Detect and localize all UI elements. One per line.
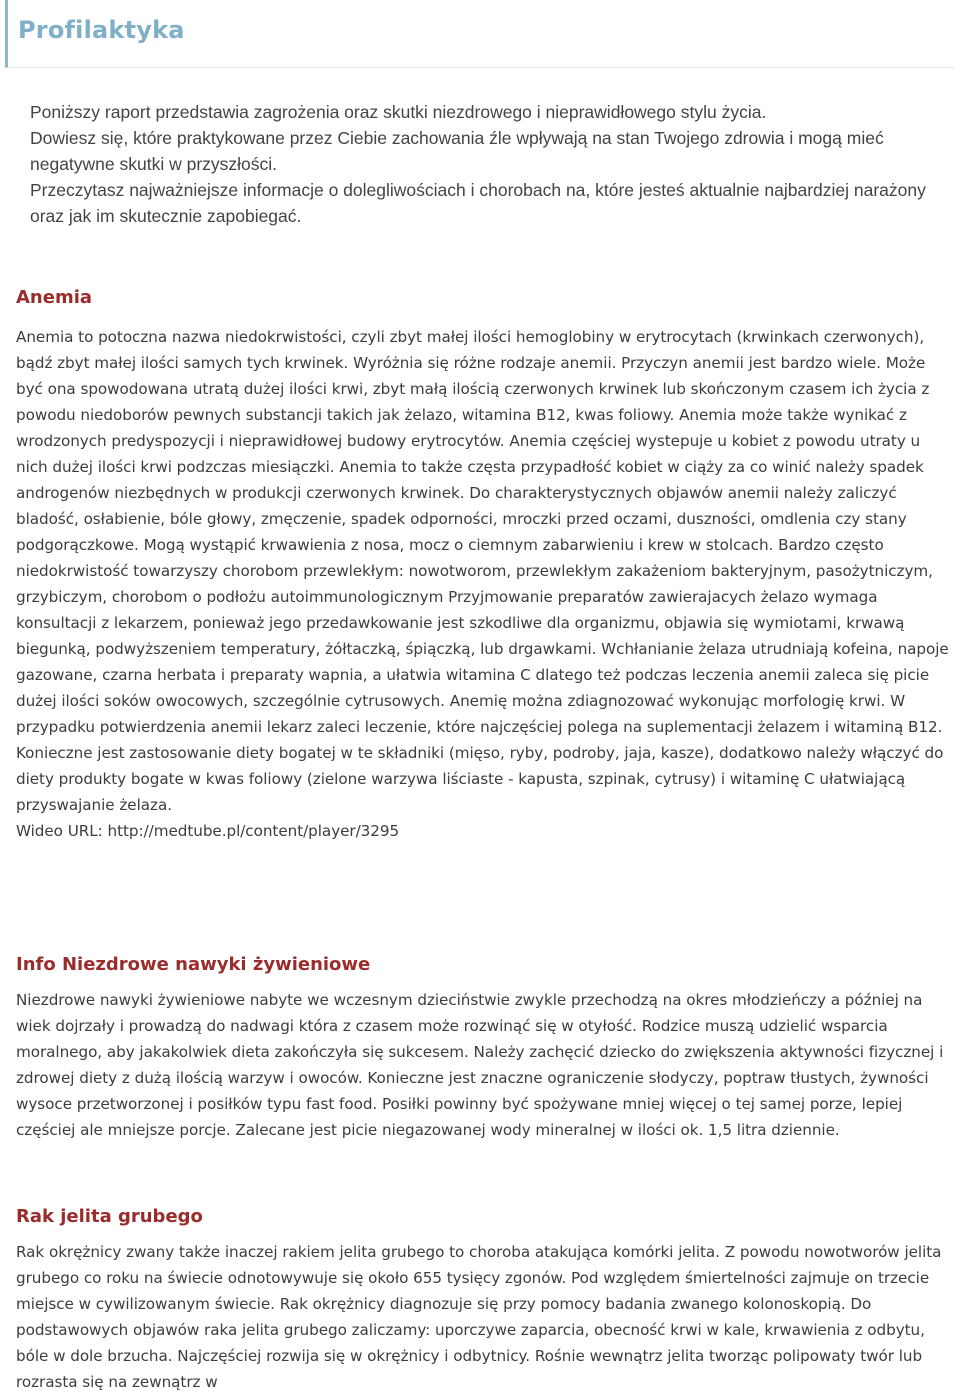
intro-line: Poniższy raport przedstawia zagrożenia oraz skutki niezdrowego i nieprawidłowego stylu życia.: [30, 102, 767, 122]
intro-line: Dowiesz się, które praktykowane przez Ciebie zachowania źle wpływają na stan Twojego zdrowia i mogą mieć negatywne skutki w przyszłości.: [30, 128, 884, 174]
section-text: Anemia to potoczna nazwa niedokrwistości, czyli zbyt małej ilości hemoglobiny w erytrocytach (krwinkach czerwonych), bądź zbyt małej ilości samych tych krwinek. Wyróżnia się różne rodzaje anemii. Przyczyn anemii jest bardzo wiele. Może być ona spowodowana utratą dużej ilości krwi, zbyt małą ilością czerwonych krwinek lub skończonym czasem ich życia z powodu niedoborów pewnych substancji takich jak żelazo, witamina B12, kwas foliowy. Anemia może także wynikać z wrodzonych predyspozycji i nieprawidłowej budowy erytrocytów. Anemia częściej wystepuje u kobiet z powodu utraty u nich dużej ilości krwi podzczas miesiączki. Anemia to także częsta przypadłość kobiet w ciąży za co winić należy spadek androgenów niezbędnych w produkcji czerwonych krwinek. Do charakterystycznych objawów anemii należy zaliczyć bladość, osłabienie, bóle głowy, zmęczenie, spadek odporności, mroczki przed oczami, duszności, omdlenia czy stany podgorączkowe. Mogą wystąpić krwawienia z nosa, mocz o ciemnym zabarwieniu i krew w stolcach. Bardzo często niedokrwistość towarzyszy chorobom przewlekłym: nowotworom, przewlekłym zakażeniom bakteryjnym, pasożytniczym, grzybiczym, chorobom o podłożu autoimmunologicznym Przyjmowanie preparatów zawierajacych żelazo wymaga konsultacji z lekarzem, ponieważ jego przedawkowanie jest szkodliwe dla organizmu, objawia się wymiotami, krwawą biegunką, podwyższeniem temperatury, żółtaczką, śpiączką, lub drgawkami. Wchłanianie żelaza utrudniają kofeina, napoje gazowane, czarna herbata i preparaty wapnia, a ułatwia witamina C dlatego też podczas leczenia anemii zaleca się picie dużej ilości soków owocowych, szczególnie cytrusowych. Anemię można zdiagnozować wykonując morfologię krwi. W przypadku potwierdzenia anemii lekarz zaleci leczenie, które najczęściej polega na suplementacji żelazem i witaminą B12. Konieczne jest zastosowanie diety bogatej w te składniki (mięso, ryby, podroby, jaja, kasze), dodatkowo należy włączyć do diety produkty bogate w kwas foliowy (zielone warzywa liściaste - kapusta, szpinak, cytrusy) i witaminę C ułatwiającą przyswajanie żelaza.: [16, 328, 949, 814]
section-text: Niezdrowe nawyki żywieniowe nabyte we wczesnym dzieciństwie zwykle przechodzą na okres młodzieńczy a później na wiek dojrzały i prowadzą do nadwagi która z czasem może rozwinąć się w otyłość. Rodzice muszą udzielić wsparcia moralnego, aby jakakolwiek dieta zakończyła się sukcesem. Należy zachęcić dziecko do zwiększenia aktywności fizycznej i zdrowej diety z dużą ilością warzyw i owoców. Konieczne jest znaczne ograniczenie słodyczy, poptraw tłustych, żywności wysoce przetworzonej i posiłków typu fast food. Posiłki powinny być spożywane mniej więcej o tej samej porze, lepiej częściej ale mniejsze porcje. Zalecane jest picie niegazowanej wody mineralnej w ilości ok. 1,5 litra dziennie.: [16, 991, 944, 1139]
page-title: Profilaktyka: [18, 16, 185, 44]
section-body: [16, 324, 956, 844]
intro-line: Przeczytasz najważniejsze informacje o dolegliwościach i chorobach na, które jesteś aktualnie najbardziej narażony oraz jak im skutecznie zapobiegać.: [30, 180, 926, 226]
section-title: Anemia: [16, 287, 93, 308]
page-header: [5, 0, 955, 68]
section-anemia: [16, 286, 956, 844]
video-url: Wideo URL: http://medtube.pl/content/player/3295: [16, 822, 400, 840]
section-text: Rak okrężnicy zwany także inaczej rakiem jelita grubego to choroba atakująca komórki jelita. Z powodu nowotworów jelita grubego co roku na świecie odnotowywuje się około 655 tysięcy zgonów. Pod względem śmiertelności zajmuje on trzecie miejsce w cywilizowanym świecie. Rak okrężnicy diagnozuje się przy pomocy badania zwanego kolonoskopią. Do podstawowych objawów raka jelita grubego zaliczamy: uporczywe zaparcia, obecność krwi w kale, krwawienia z odbytu, bóle w dole brzucha. Najczęściej rozwija się w okrężnicy i odbytnicy. Rośnie wewnątrz jelita tworząc polipowaty twór lub rozrasta się na zewnątrz w: [16, 1243, 942, 1391]
intro-text: [30, 99, 950, 229]
section-body: [16, 987, 956, 1143]
section-title: Rak jelita grubego: [16, 1206, 203, 1227]
section-eating-habits: [16, 953, 956, 1143]
section-title: Info Niezdrowe nawyki żywieniowe: [16, 954, 371, 975]
section-body: [16, 1239, 956, 1395]
section-colon-cancer: [16, 1205, 956, 1395]
